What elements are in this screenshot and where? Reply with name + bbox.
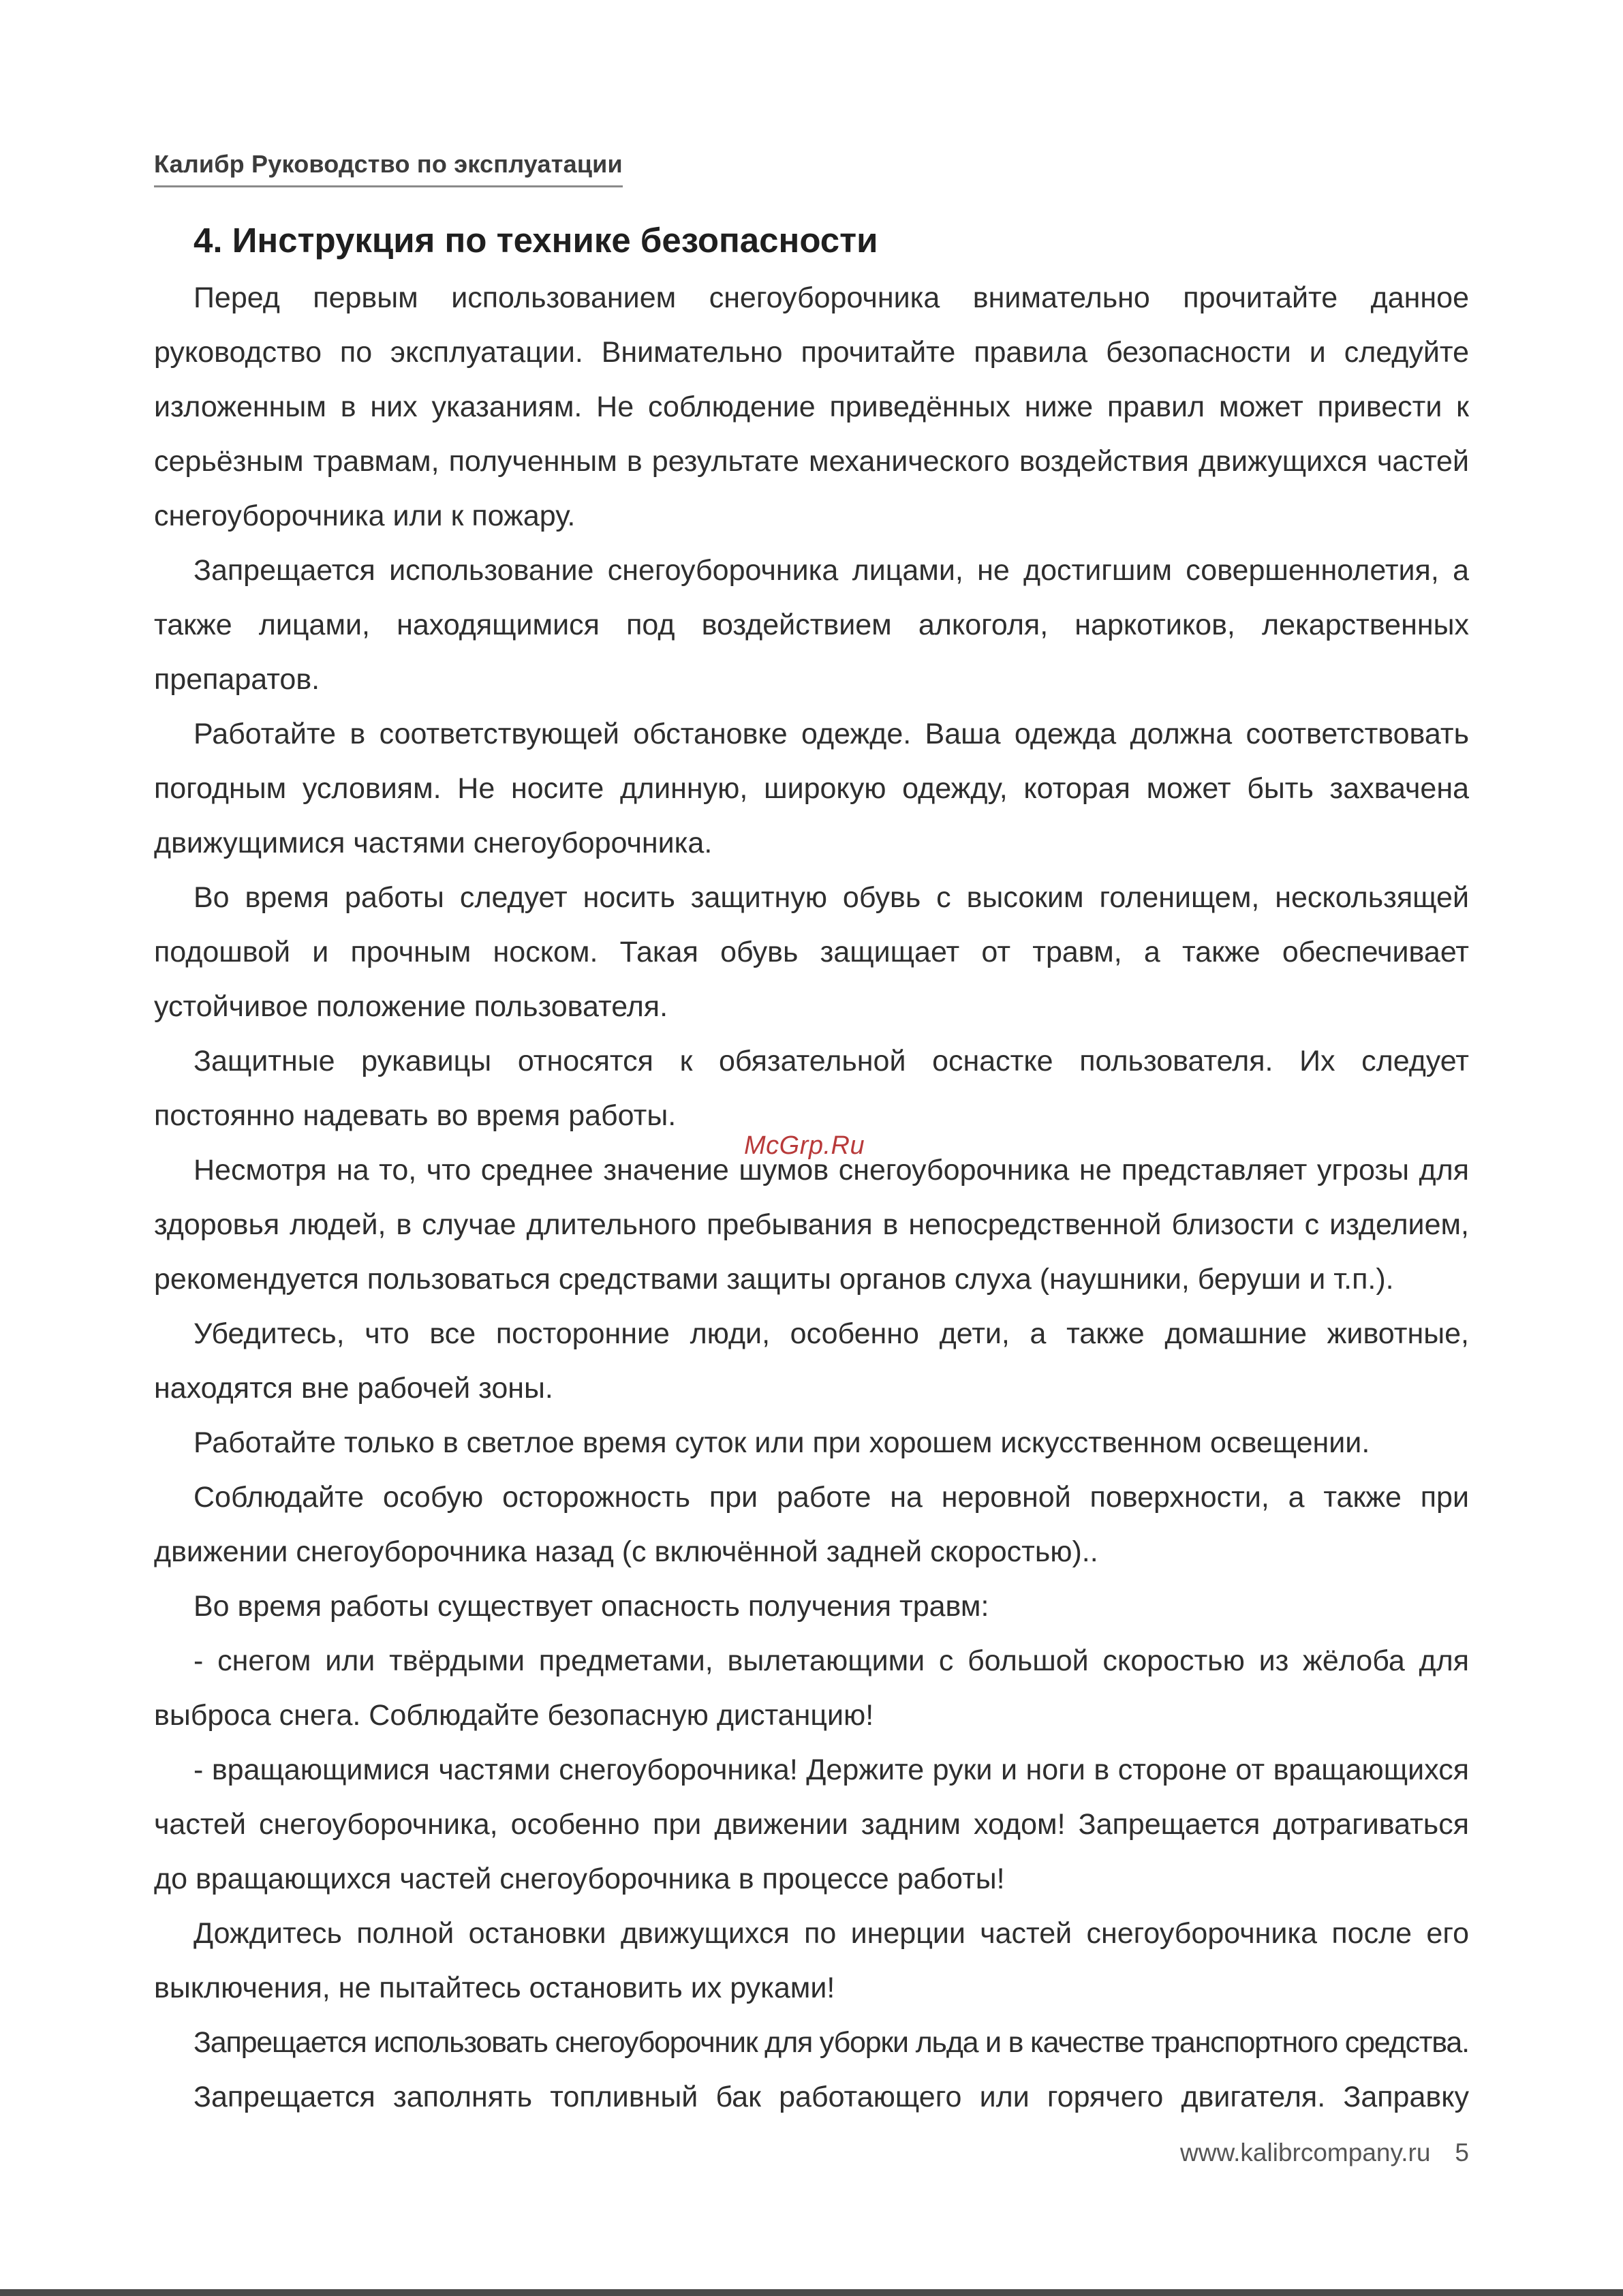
paragraph: Во время работы существует опасность получения травм: (194, 1590, 989, 1623)
paragraph: Во время работы следует носить защитную обувь с высоким голенищем, нескользящей подошвой и прочным носком. Такая обувь защищает от травм, а также обеспечивает устойчивое положение пользователя. (154, 881, 1469, 1023)
paragraph: Запрещается заполнять топливный бак работающего или горячего двигателя. Заправку (194, 2081, 1469, 2113)
page-number: 5 (1455, 2139, 1469, 2167)
page-footer (1180, 2139, 1469, 2167)
paragraph: Перед первым использованием снегоуборочника внимательно прочитайте данное руководство по эксплуатации. Внимательно прочитайте правила безопасности и следуйте изложенным в них указаниям. Не соблюдение приведённых ниже правил может привести к серьёзным травмам, полученным в результате механического воздействия движущихся частей снегоуборочника или к пожару. (154, 281, 1469, 532)
list-item: - вращающимися частями снегоуборочника! Держите руки и ноги в стороне от вращающихся частей снегоуборочника, особенно при движении задним ходом! Запрещается дотрагиваться до вращающихся частей снегоуборочника в процессе работы! (154, 1754, 1469, 1895)
watermark: McGrp.Ru (744, 1131, 865, 1160)
paragraph: Соблюдайте особую осторожность при работе на неровной поверхности, а также при движении снегоуборочника назад (с включённой задней скоростью).. (154, 1481, 1469, 1568)
paragraph: Запрещается использование снегоуборочника лицами, не достигшим совершеннолетия, а также лицами, находящимися под воздействием алкоголя, наркотиков, лекарственных препаратов. (154, 554, 1469, 696)
bottom-divider (0, 2289, 1623, 2296)
paragraph: Дождитесь полной остановки движущихся по инерции частей снегоуборочника после его выключения, не пытайтесь остановить их руками! (154, 1917, 1469, 2004)
paragraph: Убедитесь, что все посторонние люди, особенно дети, а также домашние животные, находятся вне рабочей зоны. (154, 1317, 1469, 1405)
document-header: Калибр Руководство по эксплуатации (154, 150, 623, 187)
body-text (154, 271, 1469, 2124)
website-link[interactable]: www.kalibrcompany.ru (1180, 2139, 1431, 2167)
paragraph: Несмотря на то, что среднее значение шумов снегоуборочника не представляет угрозы для здоровья людей, в случае длительного пребывания в непосредственной близости с изделием, рекомендуется пользоваться средствами защиты органов слуха (наушники, беруши и т.п.). (154, 1154, 1469, 1296)
paragraph: Защитные рукавицы относятся к обязательной оснастке пользователя. Их следует постоянно надевать во время работы. (154, 1045, 1469, 1132)
section-title: 4. Инструкция по технике безопасности (194, 221, 878, 260)
list-item: - снегом или твёрдыми предметами, вылетающими с большой скоростью из жёлоба для выброса снега. Соблюдайте безопасную дистанцию! (154, 1644, 1469, 1732)
paragraph: Работайте только в светлое время суток или при хорошем искусственном освещении. (194, 1426, 1370, 1459)
paragraph: Запрещается использовать снегоуборочник для уборки льда и в качестве транспортного средства. (194, 2026, 1469, 2059)
paragraph: Работайте в соответствующей обстановке одежде. Ваша одежда должна соответствовать погодным условиям. Не носите длинную, широкую одежду, которая может быть захвачена движущимися частями снегоуборочника. (154, 718, 1469, 859)
